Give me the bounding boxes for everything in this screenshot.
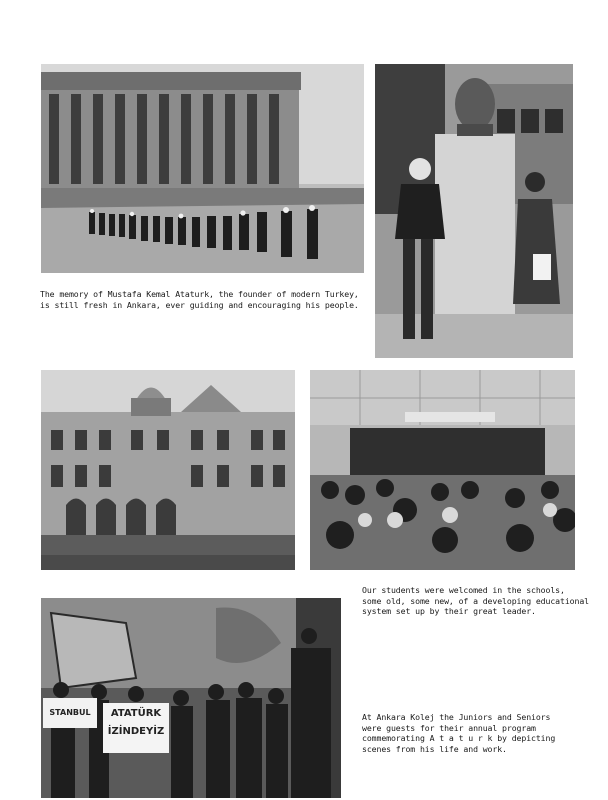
photo-mausoleum-honor-guard bbox=[41, 64, 364, 273]
sign-izindeyiz: İZİNDEYİZ bbox=[107, 726, 165, 737]
sign-stanbul: STANBUL bbox=[49, 708, 91, 717]
photo-ankara-kolej-program bbox=[41, 598, 341, 798]
caption-mausoleum: The memory of Mustafa Kemal Ataturk, the founder of modern Turkey, is still fresh in Ankara, ever guiding and encouraging his people. bbox=[40, 289, 359, 310]
sign-ataturk: ATATÜRK bbox=[110, 708, 162, 719]
caption-ankara-kolej: At Ankara Kolej the Juniors and Seniors were guests for their annual program commemorating A t a t u r k by depicting scenes from his life and work. bbox=[362, 712, 556, 754]
caption-schools: Our students were welcomed in the schools, some old, some new, of a developing educational system set up by their great leader. bbox=[362, 585, 589, 616]
photo-students-crowd-modern-school bbox=[310, 370, 575, 570]
photo-students-ataturk-bust bbox=[375, 64, 573, 358]
photo-historic-school-building bbox=[41, 370, 295, 570]
